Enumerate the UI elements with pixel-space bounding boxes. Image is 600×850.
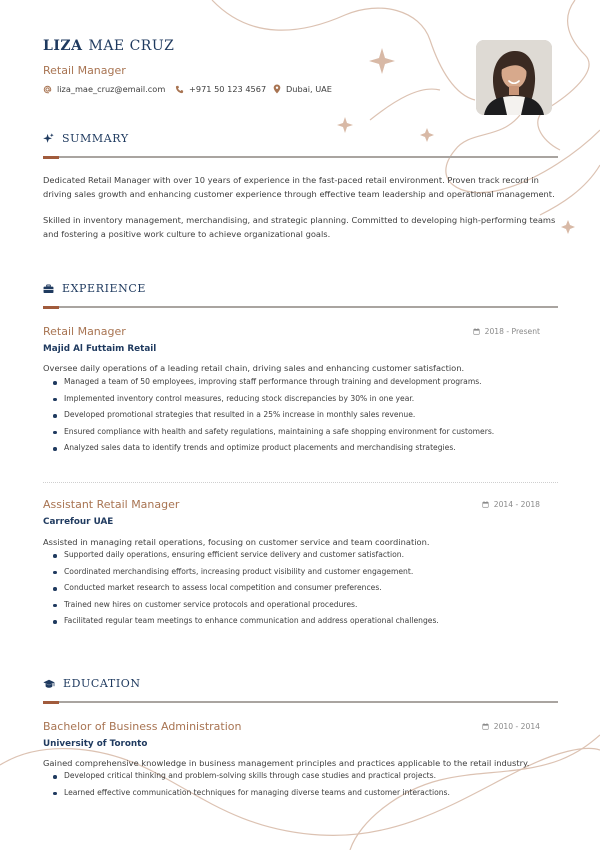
- calendar-icon: [482, 501, 489, 508]
- job-title-2: Assistant Retail Manager: [43, 498, 180, 511]
- job-separator: [43, 482, 558, 483]
- location-text: Dubai, UAE: [286, 84, 332, 94]
- experience-divider: [43, 306, 558, 308]
- summary-paragraph-2: Skilled in inventory management, merchandising, and strategic planning. Committed to developing high-performing teams and fostering a positive work culture to achieve organizational goals.: [43, 215, 556, 239]
- contact-phone: [175, 84, 266, 94]
- education-dates-text: 2010 - 2014: [493, 722, 540, 731]
- school-name: University of Toronto: [43, 739, 148, 749]
- headline-role: Retail Manager: [43, 64, 126, 77]
- candidate-name: [43, 38, 174, 54]
- job-dates-text-2: 2014 - 2018: [493, 500, 540, 509]
- list-item: Ensured compliance with health and safety regulations, maintaining a safe shopping environment for customers.: [53, 424, 494, 441]
- phone-icon: [175, 85, 184, 94]
- job-bullets-2: [53, 547, 439, 630]
- list-item: Supported daily operations, ensuring efficient service delivery and customer satisfaction.: [53, 547, 439, 564]
- education-dates: [482, 722, 540, 731]
- contact-location: [273, 84, 332, 94]
- first-name: LIZA: [43, 38, 83, 54]
- graduation-cap-icon: [43, 679, 55, 689]
- list-item: Learned effective communication techniques for managing diverse teams and customer interactions.: [53, 785, 450, 802]
- briefcase-icon: [43, 284, 54, 294]
- job-description-1: Oversee daily operations of a leading retail chain, driving sales and enhancing customer satisfaction.: [43, 363, 465, 373]
- list-item: Developed promotional strategies that resulted in a 25% increase in monthly sales revenue.: [53, 407, 494, 424]
- list-item: Implemented inventory control measures, reducing stock discrepancies by 30% in one year.: [53, 391, 494, 408]
- summary-title: SUMMARY: [62, 132, 129, 145]
- education-bullets: [53, 768, 450, 801]
- summary-divider: [43, 156, 558, 158]
- contact-email: [43, 84, 165, 94]
- last-name: MAE CRUZ: [88, 38, 175, 54]
- education-title: EDUCATION: [63, 677, 141, 690]
- degree-title: Bachelor of Business Administration: [43, 720, 242, 733]
- experience-title: EXPERIENCE: [62, 282, 147, 295]
- education-divider: [43, 701, 558, 703]
- sparkle-icon: [43, 133, 54, 144]
- at-icon: [43, 85, 52, 94]
- job-dates-2: [482, 500, 540, 509]
- list-item: Trained new hires on customer service protocols and operational procedures.: [53, 597, 439, 614]
- job-bullets-1: [53, 374, 494, 457]
- job-dates-1: [473, 327, 540, 336]
- list-item: Facilitated regular team meetings to enhance communication and address operational challenges.: [53, 613, 439, 630]
- profile-photo: [476, 40, 552, 115]
- list-item: Conducted market research to assess local competition and consumer preferences.: [53, 580, 439, 597]
- summary-heading: [43, 132, 129, 145]
- experience-heading: [43, 282, 146, 295]
- list-item: Managed a team of 50 employees, improving staff performance through training and development programs.: [53, 374, 494, 391]
- location-pin-icon: [273, 84, 281, 94]
- calendar-icon: [482, 723, 489, 730]
- education-description: Gained comprehensive knowledge in business management principles and practices applicable to the retail industry.: [43, 758, 530, 768]
- company-name-2: Carrefour UAE: [43, 517, 114, 527]
- job-dates-text-1: 2018 - Present: [484, 327, 540, 336]
- list-item: Analyzed sales data to identify trends and optimize product placements and merchandising strategies.: [53, 440, 494, 457]
- email-text: liza_mae_cruz@email.com: [57, 84, 166, 94]
- phone-text: +971 50 123 4567: [189, 84, 267, 94]
- list-item: Developed critical thinking and problem-solving skills through case studies and practical projects.: [53, 768, 450, 785]
- job-description-2: Assisted in managing retail operations, focusing on customer service and team coordination.: [43, 537, 430, 547]
- job-title-1: Retail Manager: [43, 325, 126, 338]
- list-item: Coordinated merchandising efforts, increasing product visibility and customer engagement.: [53, 564, 439, 581]
- summary-paragraph-1: Dedicated Retail Manager with over 10 years of experience in the fast-paced retail environment. Proven track record in driving sales growth and enhancing customer experience through effective team leadership and operational management.: [43, 175, 555, 199]
- calendar-icon: [473, 328, 480, 335]
- company-name-1: Majid Al Futtaim Retail: [43, 344, 157, 354]
- education-heading: [43, 677, 141, 690]
- portrait-illustration: [476, 40, 552, 115]
